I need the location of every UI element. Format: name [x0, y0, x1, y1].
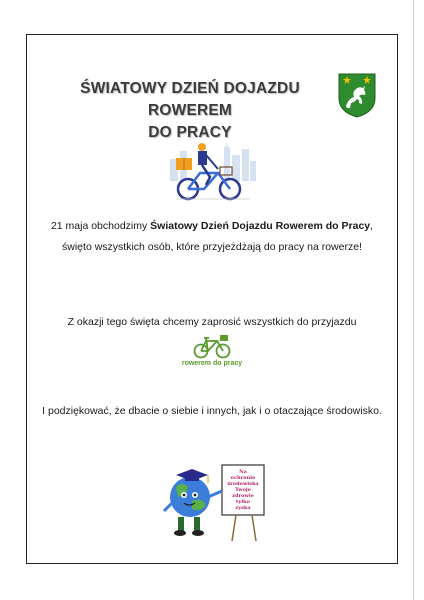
sign-line: zyska [235, 505, 251, 511]
intro-text-end: , święto wszystkich osób, które przyjeżdżają do pracy na rowerze! [62, 220, 374, 253]
coat-of-arms-icon [337, 72, 377, 118]
logo-text: rowerem do pracy [181, 360, 243, 367]
bicycle-logo-icon [193, 334, 231, 360]
bike-to-work-logo [176, 334, 248, 376]
cyclist-illustration [166, 141, 258, 205]
sign-line: tylko [236, 499, 250, 505]
poster-title [40, 78, 340, 144]
thanks-paragraph: I podziękować, że dbacie o siebie i innych, jak i o otaczające środowisko. [42, 405, 382, 417]
intro-paragraph [40, 216, 384, 258]
sign-line: Twoje [235, 487, 251, 493]
sign-line: zdrowie [232, 493, 254, 499]
sign-line: Na ochronie [230, 469, 256, 481]
event-name: Światowy Dzień Dojazdu Rowerem do Pracy [150, 220, 371, 232]
title-line-1: ŚWIATOWY DZIEŃ DOJAZDU ROWEREM [80, 80, 300, 119]
invitation-paragraph: Z okazji tego święta chcemy zaprosić wszystkich do przyjazdu [67, 316, 357, 328]
title-line-2: DO PRACY [148, 124, 232, 141]
page-edge [413, 0, 414, 600]
mascot-sign-text [226, 469, 260, 511]
intro-text-start: 21 maja obchodzimy [50, 220, 151, 232]
sign-line: środowiska [227, 481, 259, 487]
